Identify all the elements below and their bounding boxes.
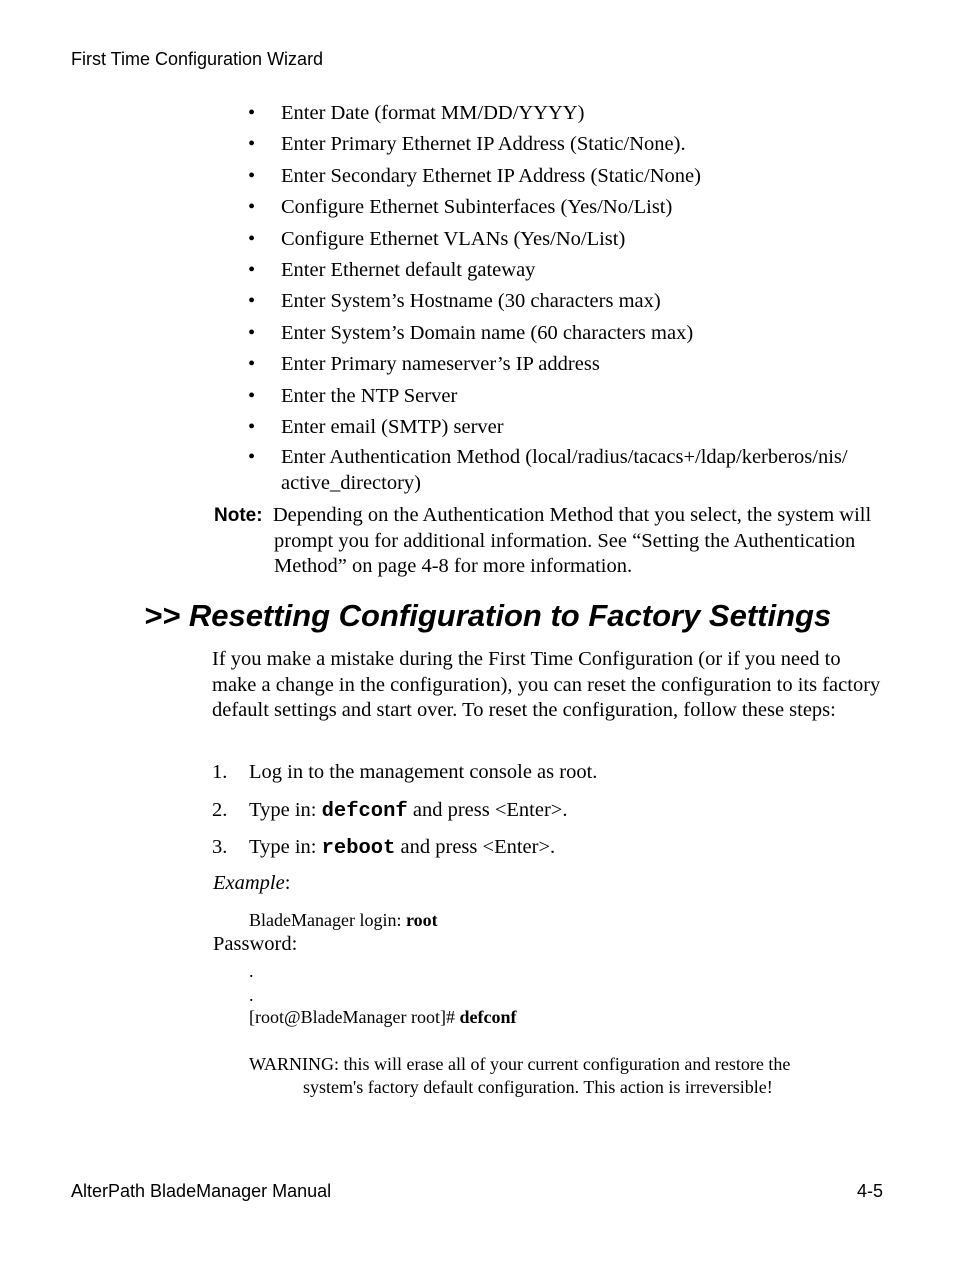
step-text: Log in to the management console as root. — [249, 761, 598, 783]
list-item: • Enter Authentication Method (local/radius/tacacs+/ldap/kerberos/nis/ active_directory) — [248, 446, 848, 494]
example-label: Example: — [213, 872, 291, 894]
footer-manual-title: AlterPath BladeManager Manual — [71, 1181, 332, 1201]
shell-line: [root@BladeManager root]# defconf — [249, 1007, 517, 1027]
command-defconf: defconf — [321, 800, 408, 823]
shell-command: defconf — [459, 1007, 517, 1027]
list-item: • Enter Secondary Ethernet IP Address (Static/None) — [248, 164, 701, 187]
list-item: • Configure Ethernet VLANs (Yes/No/List) — [248, 227, 626, 250]
bullet-icon: • — [248, 321, 256, 344]
bullet-icon: • — [248, 446, 256, 469]
list-item: • Enter Primary nameserver’s IP address — [248, 353, 600, 376]
footer-page-number: 4-5 — [856, 1181, 883, 1201]
bullet-icon: • — [248, 164, 256, 187]
note-text: Depending on the Authentication Method that you select, the system will prompt you for additional information. See “Setting the Authentication Method” on page 4-8 for more information. — [272, 504, 872, 577]
list-item: • Enter the NTP Server — [248, 384, 458, 407]
list-item: • Enter System’s Domain name (60 characters max) — [248, 321, 694, 344]
command-reboot: reboot — [321, 837, 396, 860]
step-3 — [212, 834, 555, 862]
section-heading: >> Resetting Configuration to Factory Settings — [144, 598, 832, 633]
bullet-icon: • — [248, 353, 256, 376]
bullet-icon: • — [248, 133, 256, 156]
bullet-icon: • — [248, 102, 256, 124]
warning-line-2: system's factory default configuration. This action is irreversible! — [303, 1077, 773, 1097]
note-label: Note: — [214, 505, 263, 526]
bullet-icon: • — [248, 290, 256, 313]
login-value: root — [405, 910, 438, 930]
list-item: • Enter email (SMTP) server — [248, 415, 504, 438]
bullet-icon: • — [248, 227, 256, 250]
list-item: • Configure Ethernet Subinterfaces (Yes/No/List) — [248, 196, 673, 219]
config-prompt-list — [248, 100, 898, 496]
list-item: • Enter Primary Ethernet IP Address (Static/None). — [248, 133, 686, 156]
bullet-icon: • — [248, 258, 256, 281]
running-header: First Time Configuration Wizard — [71, 49, 324, 69]
list-item: • Enter Date (format MM/DD/YYYY) — [248, 102, 585, 124]
password-line: Password: — [213, 933, 298, 955]
step-1 — [212, 759, 597, 785]
bullet-icon: • — [248, 415, 256, 438]
step-number: 1. — [212, 761, 228, 783]
note-block — [214, 503, 894, 580]
warning-line-1: WARNING: this will erase all of your current configuration and restore the — [249, 1054, 791, 1074]
ellipsis-dot: . — [249, 985, 254, 1005]
list-item: • Enter System’s Hostname (30 characters max) — [248, 290, 661, 313]
intro-paragraph: If you make a mistake during the First Time Configuration (or if you need to make a change in the configuration), you can reset the configuration to its factory default settings and start over. To reset the configuration, follow these steps: — [212, 648, 881, 721]
step-number: 2. — [212, 799, 228, 821]
bullet-icon: • — [248, 196, 256, 219]
step-text-after: and press <Enter>. — [407, 799, 568, 821]
step-text-after: and press <Enter>. — [395, 836, 556, 858]
bullet-icon: • — [248, 384, 256, 407]
list-item: • Enter Ethernet default gateway — [248, 258, 536, 281]
step-2 — [212, 797, 567, 825]
step-text: Type in: — [249, 799, 322, 821]
ellipsis-dot: . — [249, 961, 254, 981]
step-number: 3. — [212, 836, 228, 858]
step-text: Type in: — [249, 836, 322, 858]
login-line: BladeManager login: root — [249, 910, 438, 930]
